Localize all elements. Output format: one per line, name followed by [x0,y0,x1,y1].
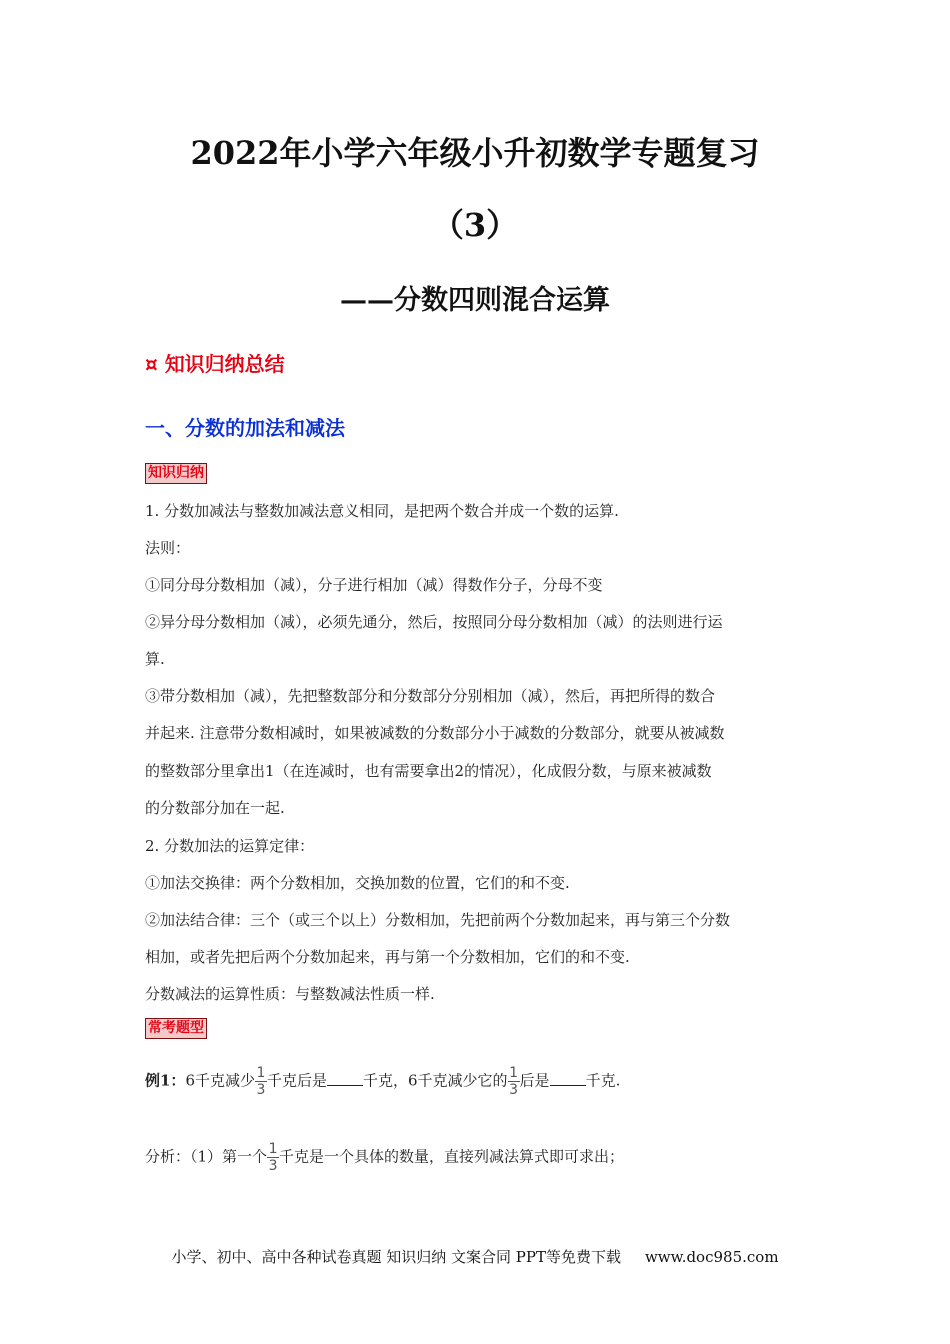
tag-common-question-types: 常考题型 [145,1018,207,1039]
fraction-one-third: $\frac{1}{3}$ [509,1065,518,1098]
example-text: 千克后是 [266,1071,327,1090]
page-footer [0,1246,950,1267]
example-text: 千克. [585,1071,621,1090]
example-1 [145,1066,810,1097]
text-line: ②加法结合律：三个（或三个以上）分数相加，先把前两个分数加起来，再与第三个分数 [145,911,731,929]
text-line: 的整数部分里拿出1（在连减时，也有需要拿出2的情况），化成假分数，与原来被减数 [145,762,712,780]
text-line: ③带分数相加（减），先把整数部分和分数部分分别相加（减），然后，再把所得的数合 [145,687,716,705]
footer-text: 小学、初中、高中各种试卷真题 知识归纳 文案合同 PPT等免费下载 [171,1248,621,1266]
tag-knowledge: 知识归纳 [145,463,207,484]
document-title: 2022年小学六年级小升初数学专题复习 [190,134,760,172]
example-text: 6千克减少 [185,1071,255,1090]
analysis-text: 分析：（1）第一个 [145,1147,268,1166]
text-line: ①同分母分数相加（减），分子进行相加（减）得数作分子，分母不变 [145,576,603,594]
example-text: 后是 [519,1071,550,1090]
answer-blank [327,1071,363,1086]
fraction-one-third: $\frac{1}{3}$ [268,1141,278,1174]
example-label: 例1： [145,1071,186,1090]
answer-blank [550,1071,586,1086]
text-line: 2. 分数加法的运算定律： [145,837,315,855]
text-line: 的分数部分加在一起. [145,799,285,817]
text-line: ②异分母分数相加（减），必须先通分，然后，按照同分母分数相加（减）的法则进行运 [145,613,723,631]
text-line: 分数减法的运算性质：与整数减法性质一样. [145,985,435,1003]
text-line: 相加，或者先把后两个分数加起来，再与第一个分数相加，它们的和不变. [145,948,630,966]
analysis-line [145,1142,810,1173]
text-line: 并起来. 注意带分数相减时，如果被减数的分数部分小于减数的分数部分，就要从被减数 [145,724,725,742]
text-line: ①加法交换律：两个分数相加，交换加数的位置，它们的和不变. [145,874,570,892]
fraction-one-third: $\frac{1}{3}$ [256,1065,266,1098]
document-subtitle: ——分数四则混合运算 [340,285,610,316]
section-heading-addition-subtraction: 一、分数的加法和减法 [145,416,345,440]
analysis-text: 千克是一个具体的数量，直接列减法算式即可求出； [279,1147,625,1166]
section-heading-knowledge-summary: ¤ 知识归纳总结 [145,352,285,376]
text-line: 1. 分数加减法与整数加减法意义相同，是把两个数合并成一个数的运算. [145,502,619,520]
example-text: 千克，6千克减少它的 [363,1071,508,1090]
document-title-number: （3） [431,206,519,244]
text-line: 法则： [145,539,191,557]
text-line: 算. [145,650,165,668]
footer-url[interactable]: www.doc985.com [644,1248,779,1266]
